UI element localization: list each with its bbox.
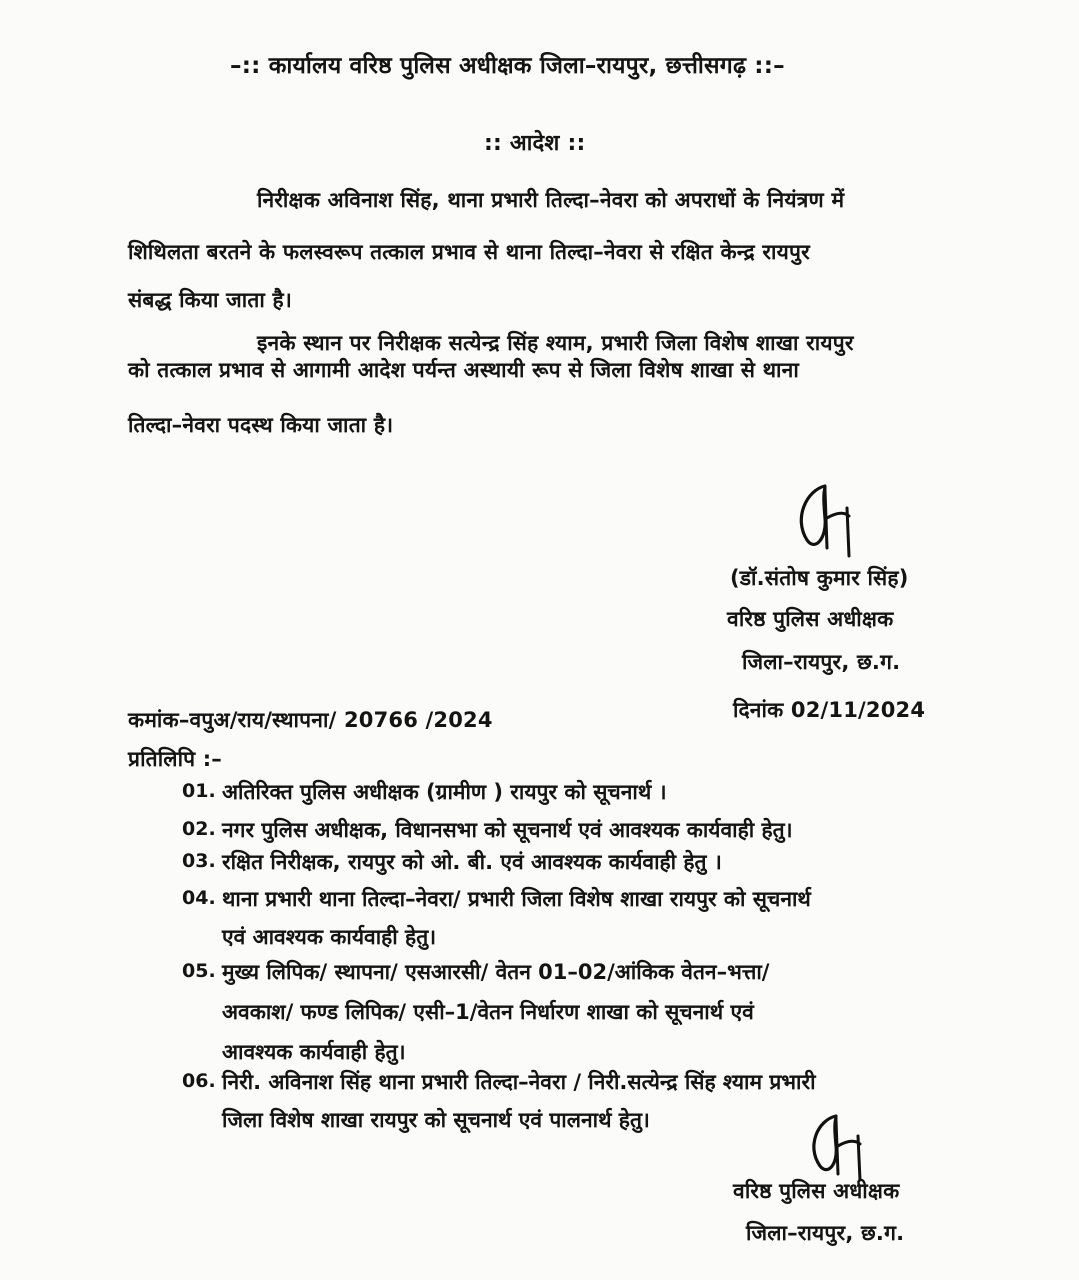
copy-item-number: 06.	[182, 1070, 216, 1092]
para1-line1: निरीक्षक अविनाश सिंह, थाना प्रभारी तिल्दा–नेवरा को अपराधों के नियंत्रण में	[257, 188, 845, 212]
para1-line3: संबद्ध किया जाता है।	[128, 288, 293, 312]
footer-district: जिला–रायपुर, छ.ग.	[746, 1221, 905, 1245]
copy-item-number: 02.	[182, 818, 216, 840]
order-title: :: आदेश ::	[484, 131, 586, 156]
copy-item-text-cont: एवं आवश्यक कार्यवाही हेतु।	[222, 925, 437, 949]
para2-line2: को तत्काल प्रभाव से आगामी आदेश पर्यन्त अस्थायी रूप से जिला विशेष शाखा से थाना	[128, 358, 799, 382]
copy-item-text: निरी. अविनाश सिंह थाना प्रभारी तिल्दा–नेवरा / निरी.सत्येन्द्र सिंह श्याम प्रभारी	[222, 1070, 816, 1094]
copy-item-number: 01.	[182, 780, 216, 802]
reference-number: कमांक–वपुअ/राय/स्थापना/ 20766 /2024	[128, 708, 493, 732]
signatory-name: (डॉ.संतोष कुमार सिंह)	[730, 566, 909, 590]
copy-item-text-cont: जिला विशेष शाखा रायपुर को सूचनार्थ एवं पालनार्थ हेतु।	[222, 1108, 650, 1132]
footer-designation: वरिष्ठ पुलिस अधीक्षक	[733, 1179, 900, 1203]
copy-item-text-cont: आवश्यक कार्यवाही हेतु।	[222, 1040, 406, 1064]
office-header: –:: कार्यालय वरिष्ठ पुलिस अधीक्षक जिला–रायपुर, छत्तीसगढ़ ::–	[230, 53, 785, 79]
copy-item-text: मुख्य लिपिक/ स्थापना/ एसआरसी/ वेतन 01–02/आंकिक वेतन–भत्ता/	[222, 960, 770, 984]
copy-item-text: अतिरिक्त पुलिस अधीक्षक (ग्रामीण ) रायपुर को सूचनार्थ ।	[222, 780, 667, 804]
signature-1	[785, 478, 865, 568]
copy-item-number: 03.	[182, 850, 216, 872]
copy-item-number: 05.	[182, 960, 216, 982]
copy-label: प्रतिलिपि :–	[128, 747, 223, 771]
copy-item-text: थाना प्रभारी थाना तिल्दा–नेवरा/ प्रभारी जिला विशेष शाखा रायपुर को सूचनार्थ	[222, 887, 811, 911]
copy-item-text: नगर पुलिस अधीक्षक, विधानसभा को सूचनार्थ एवं आवश्यक कार्यवाही हेतु।	[222, 818, 793, 842]
signature-2	[800, 1110, 880, 1190]
signatory-designation: वरिष्ठ पुलिस अधीक्षक	[727, 607, 894, 631]
signatory-district: जिला–रायपुर, छ.ग.	[742, 650, 901, 674]
para2-line1: इनके स्थान पर निरीक्षक सत्येन्द्र सिंह श्याम, प्रभारी जिला विशेष शाखा रायपुर	[257, 331, 854, 355]
copy-item-text-cont: अवकाश/ फण्ड लिपिक/ एसी–1/वेतन निर्धारण शाखा को सूचनार्थ एवं	[222, 1000, 754, 1024]
copy-item-text: रक्षित निरीक्षक, रायपुर को ओ. बी. एवं आवश्यक कार्यवाही हेतु ।	[222, 850, 722, 874]
para1-line2: शिथिलता बरतने के फलस्वरूप तत्काल प्रभाव से थाना तिल्दा–नेवरा से रक्षित केन्द्र रायपुर	[128, 240, 810, 264]
order-date: दिनांक 02/11/2024	[733, 698, 926, 722]
copy-item-number: 04.	[182, 887, 216, 909]
para2-line3: तिल्दा–नेवरा पदस्थ किया जाता है।	[128, 413, 394, 437]
